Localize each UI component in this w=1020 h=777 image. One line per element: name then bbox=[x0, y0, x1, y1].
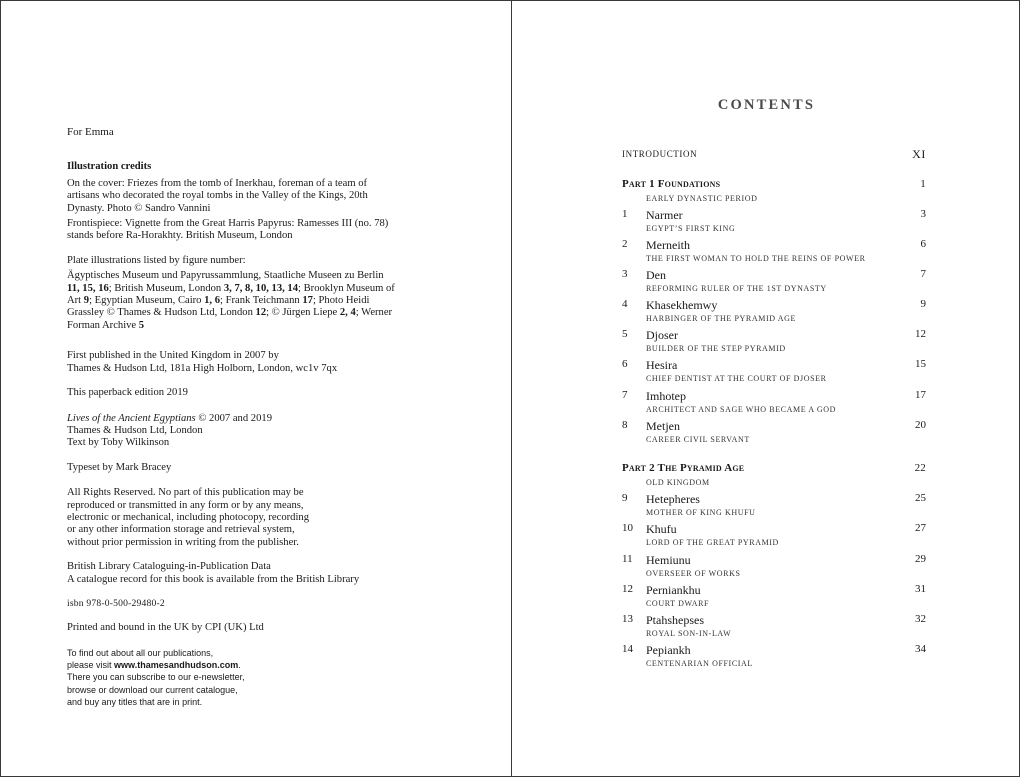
cover-credit: On the cover: Friezes from the tomb of Inerkhau, foreman of a team of artisans who decorated the royal tombs in the Valley of the Kings, 20th Dynasty. Photo © Sandro Vannini bbox=[67, 177, 368, 214]
toc-page-number: 17 bbox=[915, 389, 926, 401]
credit-text: Ägyptisches Museum und Papyrussammlung, Staatliche Museen zu Berlin bbox=[67, 270, 384, 282]
credit-text: ; Egyptian Museum, Cairo bbox=[89, 295, 205, 307]
copyright-years: © 2007 and 2019 bbox=[195, 412, 272, 424]
part-subtitle: EARLY DYNASTIC PERIOD bbox=[646, 194, 758, 203]
entry-number: 14 bbox=[622, 643, 633, 655]
entry-number: 4 bbox=[622, 298, 628, 310]
figure-numbers: 5 bbox=[138, 319, 145, 331]
credit-text: ; British Museum, London bbox=[108, 282, 224, 294]
isbn: isbn 978-0-500-29480-2 bbox=[67, 597, 165, 609]
toc-introduction[interactable] bbox=[622, 149, 926, 159]
info-line-5: and buy any titles that are in print. bbox=[67, 696, 203, 707]
toc-page-number: 3 bbox=[920, 208, 926, 220]
entry-subtitle: COURT DWARF bbox=[646, 599, 710, 608]
entry-subtitle: HARBINGER OF THE PYRAMID AGE bbox=[646, 314, 796, 323]
cip-line-1: British Library Cataloguing-in-Publication Data bbox=[67, 561, 271, 573]
entry-name: Djoser bbox=[646, 328, 678, 342]
entry-number: 10 bbox=[622, 522, 633, 534]
info-text: please visit bbox=[67, 660, 115, 671]
credits-heading: Illustration credits bbox=[67, 161, 152, 173]
entry-number: 1 bbox=[622, 208, 628, 220]
toc-page-number: 27 bbox=[915, 522, 926, 534]
toc-page-number: 7 bbox=[920, 268, 926, 280]
part-subtitle: OLD KINGDOM bbox=[646, 478, 710, 487]
copyright-page bbox=[67, 126, 397, 708]
entry-subtitle: OVERSEER OF WORKS bbox=[646, 569, 741, 578]
figure-numbers: 17 bbox=[302, 295, 313, 307]
figure-numbers: 9 bbox=[83, 295, 90, 307]
entry-subtitle: BUILDER OF THE STEP PYRAMID bbox=[646, 344, 786, 353]
cip-line-2: A catalogue record for this book is available from the British Library bbox=[67, 573, 360, 585]
entry-subtitle: THE FIRST WOMAN TO HOLD THE REINS OF POWER bbox=[646, 254, 866, 263]
credit-text: ; Frank Teichmann bbox=[220, 295, 303, 307]
toc-page-number: 15 bbox=[915, 358, 926, 370]
credit-text: ; Photo Heidi Grassley © Thames & Hudson Ltd, London bbox=[67, 295, 370, 319]
toc-page-number: 12 bbox=[915, 328, 926, 340]
first-published-line-1: First published in the United Kingdom in 2007 by bbox=[67, 350, 279, 362]
entry-subtitle: MOTHER OF KING KHUFU bbox=[646, 508, 756, 517]
printed-line: Printed and bound in the UK by CPI (UK) Ltd bbox=[67, 622, 264, 634]
plate-credits-intro: Plate illustrations listed by figure number: bbox=[67, 254, 246, 266]
entry-number: 13 bbox=[622, 613, 633, 625]
entry-subtitle: REFORMING RULER OF THE 1ST DYNASTY bbox=[646, 284, 827, 293]
info-period: . bbox=[238, 660, 241, 671]
figure-numbers: 3, 7, 8, 10, 13, 14 bbox=[223, 282, 299, 294]
entry-name: Metjen bbox=[646, 419, 680, 433]
entry-number: 3 bbox=[622, 268, 628, 280]
info-line-2 bbox=[67, 659, 397, 671]
entry-number: 11 bbox=[622, 553, 633, 565]
entry-subtitle: CHIEF DENTIST AT THE COURT OF DJOSER bbox=[646, 374, 827, 383]
part-label: Part 2 The Pyramid Age bbox=[622, 462, 745, 474]
entry-name: Khasekhemwy bbox=[646, 298, 718, 312]
first-published-line-2: Thames & Hudson Ltd, 181a High Holborn, London, wc1v 7qx bbox=[67, 362, 338, 374]
entry-name: Pepiankh bbox=[646, 643, 691, 657]
website-link[interactable]: www.thamesandhudson.com bbox=[114, 660, 239, 671]
toc-page-number: 22 bbox=[914, 462, 926, 474]
entry-subtitle: ROYAL SON-IN-LAW bbox=[646, 629, 732, 638]
entry-name: Narmer bbox=[646, 208, 683, 222]
info-line-1: To find out about all our publications, bbox=[67, 647, 214, 658]
info-line-3: There you can subscribe to our e-newsletter, bbox=[67, 672, 245, 683]
entry-subtitle: ARCHITECT AND SAGE WHO BECAME A GOD bbox=[646, 405, 837, 414]
entry-subtitle: CAREER CIVIL SERVANT bbox=[646, 435, 750, 444]
entry-name: Imhotep bbox=[646, 389, 686, 403]
entry-name: Hemiunu bbox=[646, 553, 691, 567]
part-label: Part 1 Foundations bbox=[622, 178, 721, 190]
entry-number: 12 bbox=[622, 583, 633, 595]
entry-name: Den bbox=[646, 268, 666, 282]
figure-numbers: 12 bbox=[255, 307, 267, 319]
author-line: Text by Toby Wilkinson bbox=[67, 437, 170, 449]
credit-text: ; Werner Forman Archive bbox=[67, 307, 393, 331]
credit-text: ; Brooklyn Museum of Art bbox=[67, 282, 395, 307]
typeset-line: Typeset by Mark Bracey bbox=[67, 461, 172, 473]
toc-page-number: 6 bbox=[920, 238, 926, 250]
publisher-line: Thames & Hudson Ltd, London bbox=[67, 424, 203, 436]
toc-page-number: 29 bbox=[915, 553, 926, 565]
entry-number: 2 bbox=[622, 238, 628, 250]
toc-part-1[interactable] bbox=[622, 178, 926, 190]
entry-number: 9 bbox=[622, 492, 628, 504]
entry-name: Perniankhu bbox=[646, 583, 701, 597]
entry-subtitle: EGYPT’S FIRST KING bbox=[646, 224, 736, 233]
figure-numbers: 2, 4 bbox=[339, 307, 356, 319]
entry-name: Merneith bbox=[646, 238, 690, 252]
toc-page-number: 31 bbox=[915, 583, 926, 595]
entry-number: 7 bbox=[622, 389, 628, 401]
plate-credits bbox=[67, 270, 397, 332]
copyright-line bbox=[67, 413, 397, 425]
rights-statement: All Rights Reserved. No part of this publication may be reproduced or transmitted in any form or by any means, electronic or mechanical, including photocopy, recording or any other information storage and retrieval system, without prior permission in writing from the publisher. bbox=[67, 487, 309, 548]
entry-name: Hetepheres bbox=[646, 492, 700, 506]
entry-number: 6 bbox=[622, 358, 628, 370]
dedication: For Emma bbox=[67, 126, 114, 138]
page-gutter bbox=[511, 1, 512, 776]
entry-number: 8 bbox=[622, 419, 628, 431]
info-line-4: browse or download our current catalogue, bbox=[67, 684, 238, 695]
toc-page-number: 20 bbox=[915, 419, 926, 431]
figure-numbers: 1, 6 bbox=[204, 295, 221, 307]
figure-numbers: 11, 15, 16 bbox=[67, 282, 109, 294]
paperback-edition: This paperback edition 2019 bbox=[67, 387, 188, 399]
entry-subtitle: LORD OF THE GREAT PYRAMID bbox=[646, 538, 779, 547]
entry-name: Hesira bbox=[646, 358, 678, 372]
toc-page-number: 9 bbox=[920, 298, 926, 310]
toc-page-number: 34 bbox=[915, 643, 926, 655]
credit-text: ; © Jürgen Liepe bbox=[266, 307, 340, 319]
toc-page-number: 1 bbox=[920, 178, 926, 190]
contents-title: CONTENTS bbox=[717, 97, 816, 113]
toc-introduction-label: INTRODUCTION bbox=[622, 149, 698, 159]
book-title: Lives of the Ancient Egyptians bbox=[67, 412, 196, 424]
frontispiece-credit: Frontispiece: Vignette from the Great Harris Papyrus: Ramesses III (no. 78) stands before Ra-Horakhty. British Museum, London bbox=[67, 218, 389, 242]
entry-name: Ptahshepses bbox=[646, 613, 704, 627]
entry-number: 5 bbox=[622, 328, 628, 340]
entry-name: Khufu bbox=[646, 522, 677, 536]
entry-subtitle: CENTENARIAN OFFICIAL bbox=[646, 659, 753, 668]
toc-part-2[interactable] bbox=[622, 462, 926, 474]
toc-page-number: 25 bbox=[915, 492, 926, 504]
toc-page-number: 32 bbox=[915, 613, 926, 625]
toc-page-number: XI bbox=[912, 147, 926, 161]
